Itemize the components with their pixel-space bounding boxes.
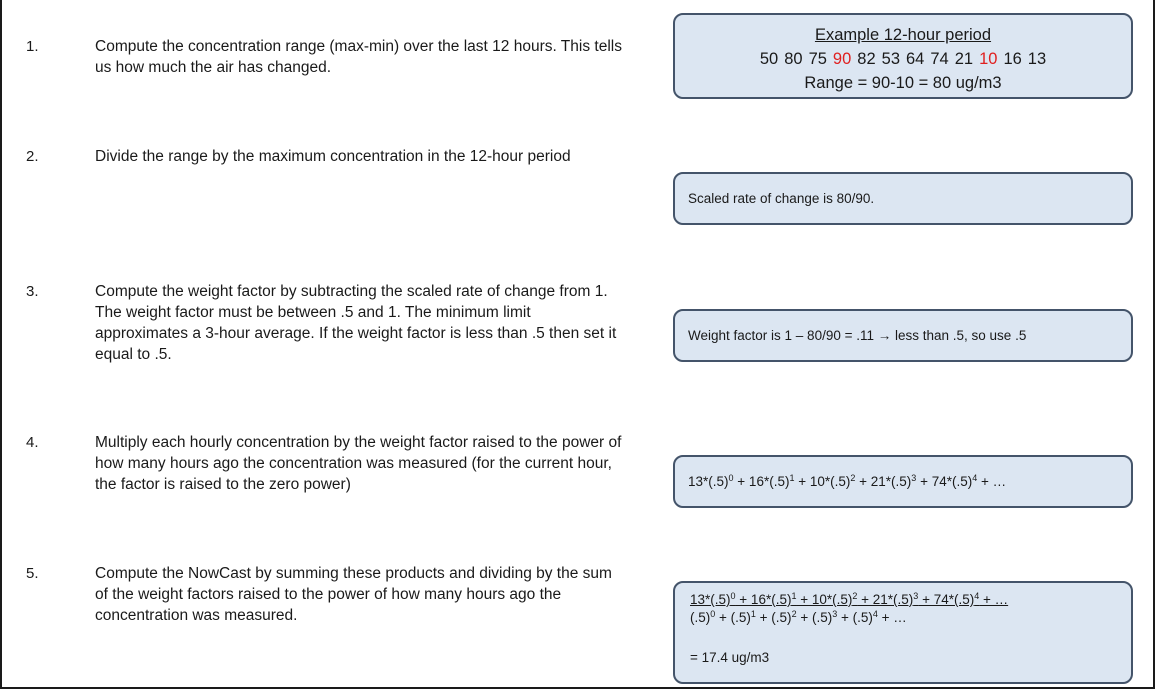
step-number: 5. [26,565,39,582]
step-text: Compute the weight factor by subtracting the scaled rate of change from 1. The weight factor must be between .5 and 1. The minimum limit approximates a 3-hour average. If the weight factor is less than .5 then set it equal to .5. [95,283,617,363]
step-text: Divide the range by the maximum concentration in the 12-hour period [95,148,571,165]
example-title: Example 12-hour period [814,26,992,44]
min-value: 10 [979,50,998,68]
max-value: 90 [832,50,852,68]
value-item: 64 [906,50,925,68]
value-item: 16 [1003,50,1022,68]
step-number: 3. [26,283,39,300]
value-item: 50 [759,50,779,68]
value-item: 13 [1027,50,1047,68]
weighted-sum-text: $13*(.5)^0 + 16*(.5)^1 + 10*(.5)^2 + 21*(.5)^3 + 74*(.5)^4$ + … [688,472,1007,489]
value-item: 80 [784,50,803,68]
nowcast-callout [673,581,1133,684]
scaled-rate-callout [673,172,1133,225]
scaled-rate-text: Scaled rate of change is 80/90. [688,190,875,206]
right-arrow-icon: → [877,327,892,343]
weighted-sum-callout [673,455,1133,508]
weight-factor-text [688,327,1026,345]
weight-factor-callout [673,309,1133,362]
value-item: 53 [881,50,900,68]
step-number: 1. [26,38,39,55]
step-text: Compute the concentration range (max-min) over the last 12 hours. This tells us how much the air has changed. [95,38,622,76]
step-number: 2. [26,148,39,165]
fraction-numerator: $13*(.5)^0 + 16*(.5)^1 + 10*(.5)^2 + 21*(.5)^3 + 74*(.5)^4$ + … [690,591,1009,607]
range-line: Range = 90-10 = 80 ug/m3 [804,74,1002,92]
step-number: 4. [26,434,39,451]
value-item: 75 [808,50,827,68]
weight-prefix: Weight factor is 1 – 80/90 = .11 [688,327,878,343]
value-item: 21 [954,50,974,68]
fraction-denominator: $(.5)^0 + (.5)^1 + (.5)^2 + (.5)^3 + (.5)^4$ + … [690,609,907,625]
nowcast-result: = 17.4 ug/m3 [690,650,770,665]
value-item: 74 [930,50,949,68]
step-text: Multiply each hourly concentration by the weight factor raised to the power of how many hours ago the concentration was measured (for the current hour, the factor is raised to the zero power) [95,434,622,493]
value-item: 82 [857,50,876,68]
weight-suffix: less than .5, so use .5 [891,327,1027,343]
step-text: Compute the NowCast by summing these products and dividing by the sum of the weight factors raised to the power of how many hours ago the concentration was measured. [95,565,612,624]
example-values [675,47,1131,71]
example-callout [673,13,1133,99]
